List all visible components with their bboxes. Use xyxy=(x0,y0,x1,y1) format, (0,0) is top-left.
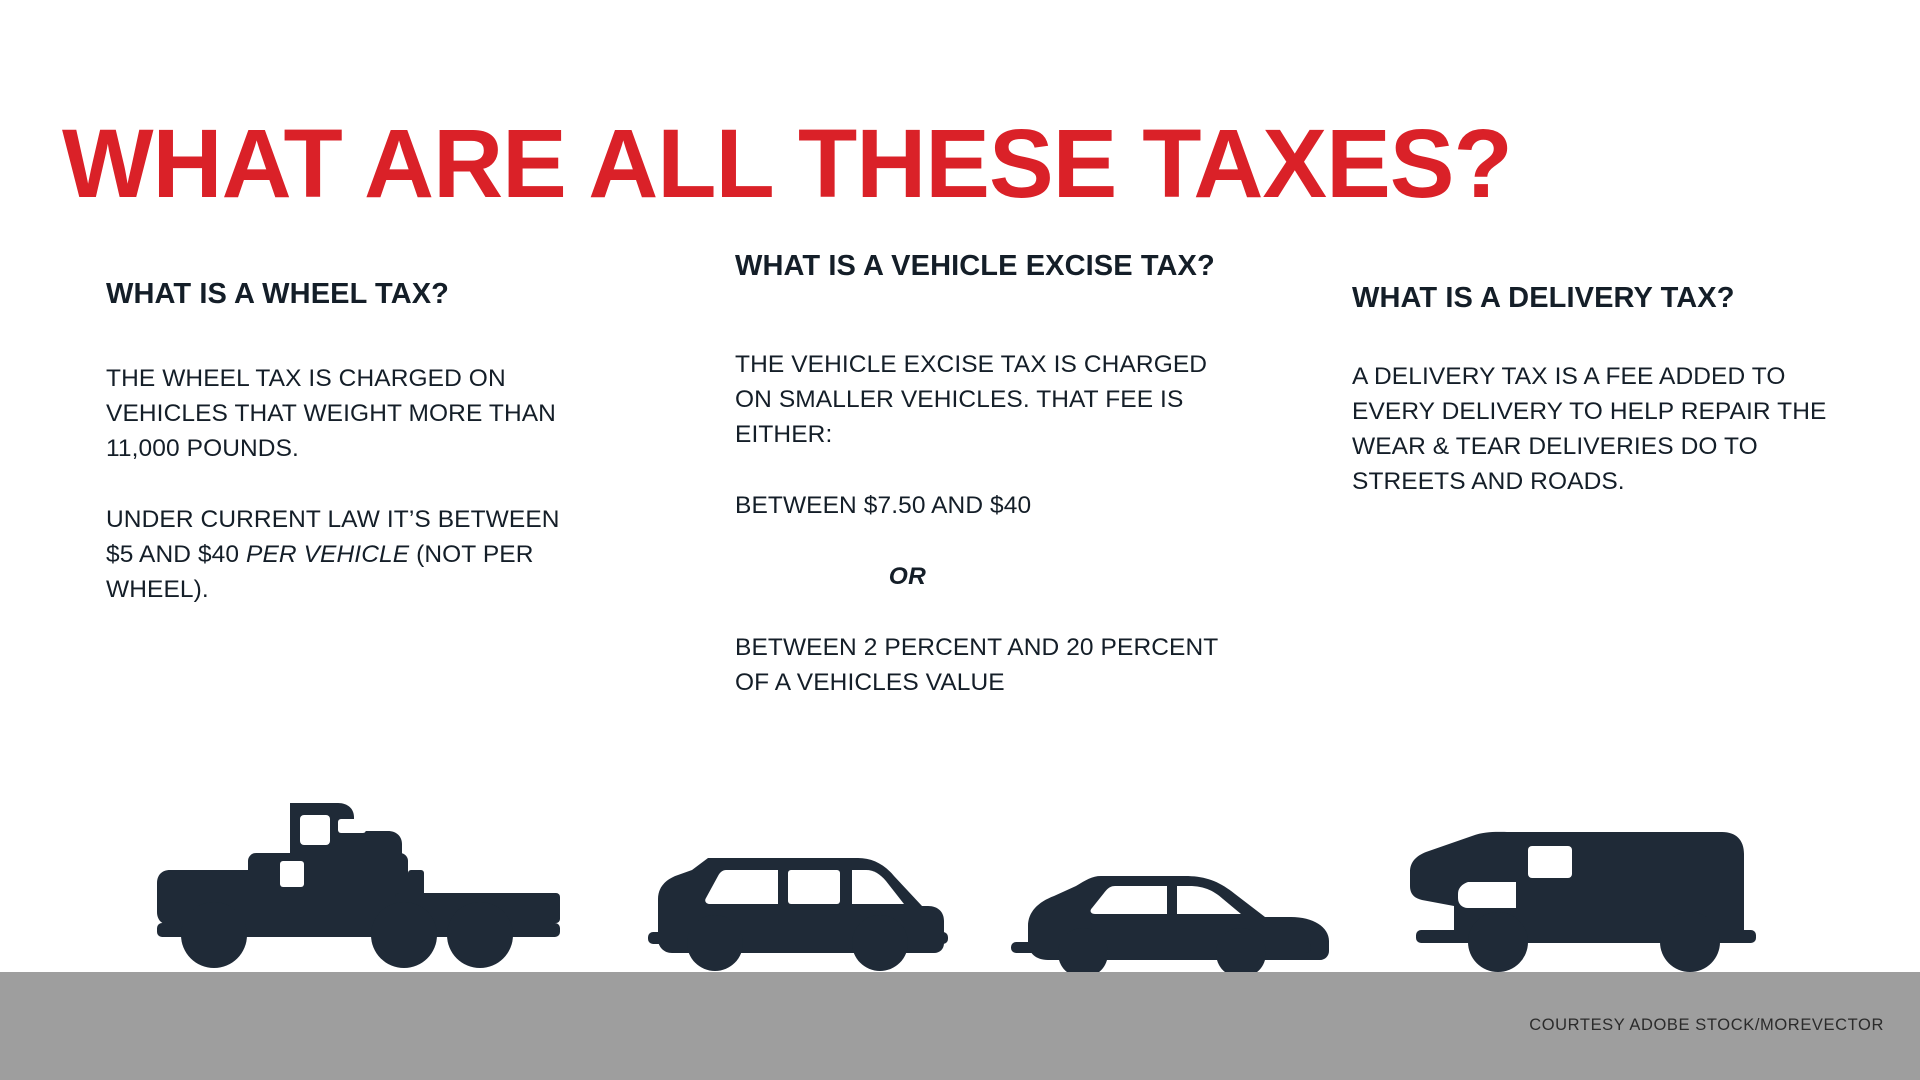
wheel-tax-paragraph-1: THE WHEEL TAX IS CHARGED ON VEHICLES THAT WEIGHT MORE THAN 11,000 POUNDS. xyxy=(106,365,556,463)
wheel-tax-paragraph-2-italic: PER VEHICLE xyxy=(246,541,410,569)
semi-truck-icon xyxy=(140,775,560,980)
wheel-tax-paragraph-2-tail: (NOT PER WHEEL). xyxy=(106,541,534,604)
suv-icon xyxy=(640,840,960,980)
wheel-tax-paragraph-2-lead: UNDER CURRENT LAW IT’S BETWEEN $5 AND $40 xyxy=(106,506,560,569)
vehicle-illustrations xyxy=(0,760,1920,980)
delivery-van-icon xyxy=(1410,820,1765,980)
column-body-wheel-tax xyxy=(106,361,576,607)
column-delivery-tax xyxy=(1352,228,1852,499)
excise-tax-paragraph-2: BETWEEN $7.50 AND $40 xyxy=(735,492,1032,520)
sedan-icon xyxy=(1005,860,1335,980)
column-title-vehicle-excise-tax: WHAT IS A VEHICLE EXCISE TAX? xyxy=(735,250,1215,282)
excise-tax-paragraph-3: BETWEEN 2 PERCENT AND 20 PERCENT OF A VEHICLES VALUE xyxy=(735,634,1218,697)
column-vehicle-excise-tax xyxy=(735,228,1235,700)
column-body-vehicle-excise-tax xyxy=(735,347,1235,700)
column-title-delivery-tax: WHAT IS A DELIVERY TAX? xyxy=(1352,282,1735,314)
page-title: WHAT ARE ALL THESE TAXES? xyxy=(62,108,1512,218)
delivery-tax-paragraph-1: A DELIVERY TAX IS A FEE ADDED TO EVERY DELIVERY TO HELP REPAIR THE WEAR & TEAR DELIVERIES DO TO STREETS AND ROADS. xyxy=(1352,363,1827,496)
column-body-delivery-tax xyxy=(1352,359,1852,499)
excise-tax-separator: OR xyxy=(888,563,927,591)
footer-band xyxy=(0,972,1920,1080)
excise-tax-paragraph-1: THE VEHICLE EXCISE TAX IS CHARGED ON SMALLER VEHICLES. THAT FEE IS EITHER: xyxy=(735,351,1208,449)
columns-container xyxy=(0,228,1920,758)
column-wheel-tax xyxy=(106,228,576,607)
wheel-tax-paragraph-2 xyxy=(106,502,576,607)
column-title-wheel-tax: WHAT IS A WHEEL TAX? xyxy=(106,278,449,310)
photo-credit: COURTESY ADOBE STOCK/MOREVECTOR xyxy=(1529,1016,1884,1034)
